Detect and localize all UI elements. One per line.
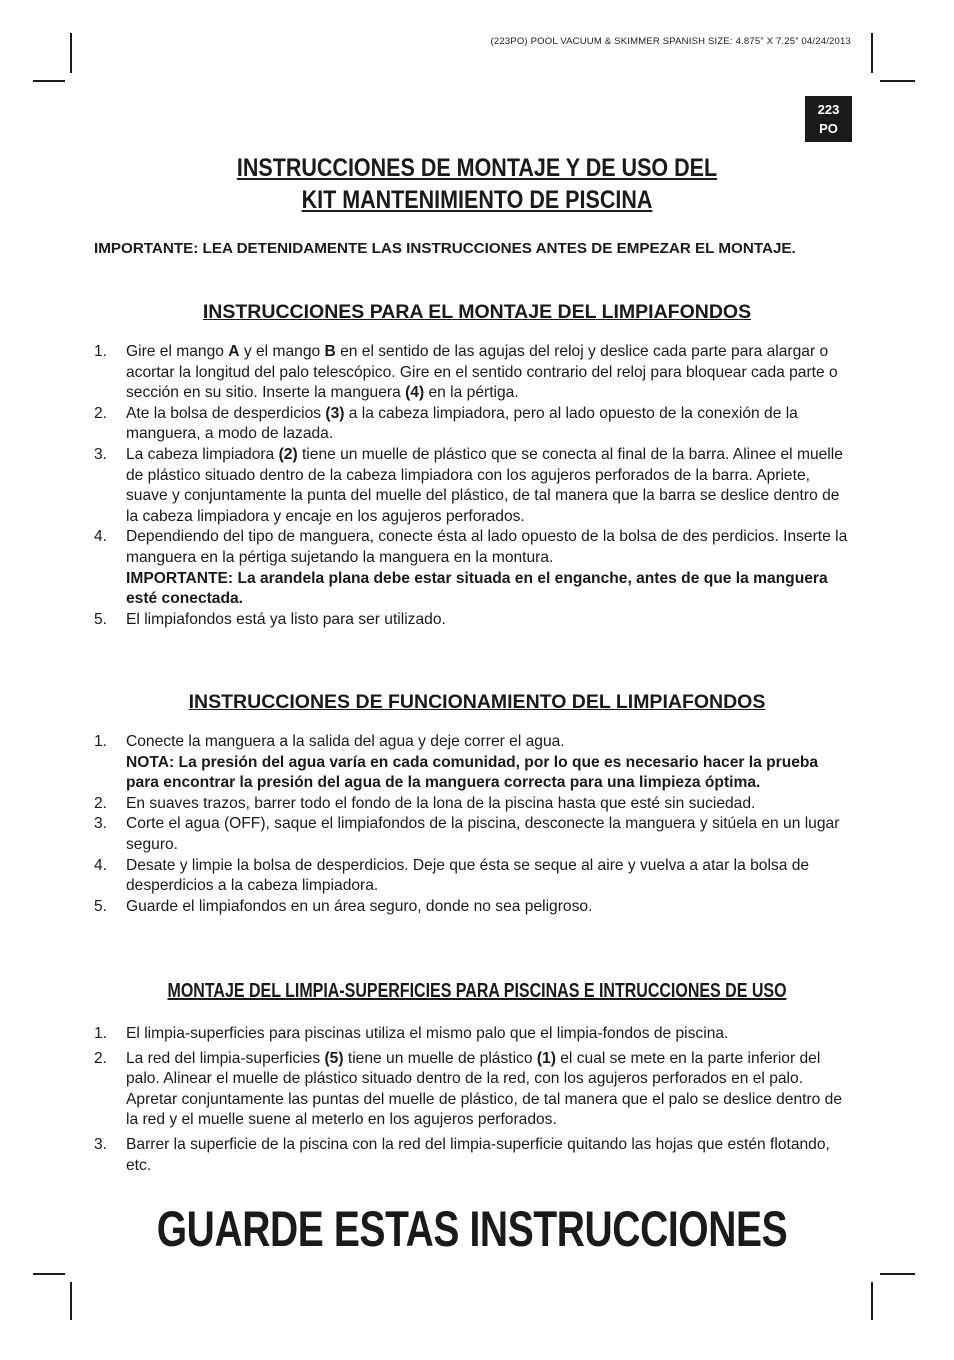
skimmer-heading: MONTAJE DEL LIMPIA-SUPERFICIES PARA PISCINAS E INTRUCCIONES DE USO (167, 980, 787, 1002)
crop-mark-top-right-vertical (871, 33, 873, 73)
step-text: y el mango (239, 343, 325, 360)
step-number: 2. (94, 1049, 108, 1067)
step-text: Guarde el limpiafondos en un área seguro, donde no sea peligroso. (126, 897, 593, 915)
list-item (94, 610, 854, 631)
important-notice: IMPORTANTE: LEA DETENIDAMENTE LAS INSTRUCCIONES ANTES DE EMPEZAR EL MONTAJE. (94, 240, 796, 257)
assembly-steps (94, 342, 854, 630)
step-text: Dependiendo del tipo de manguera, conecte ésta al lado opuesto de la bolsa de des perdicios. Inserte la manguera en la pértiga sujetando la manguera en la montura. (126, 528, 848, 566)
document-title-line-1: INSTRUCCIONES DE MONTAJE Y DE USO DEL (236, 154, 718, 182)
page-code-suffix: PO (819, 121, 838, 136)
operation-heading: INSTRUCCIONES DE FUNCIONAMIENTO DEL LIMPIAFONDOS (188, 691, 766, 713)
step-number: 3. (94, 1135, 108, 1153)
step-text: tiene un muelle de plástico (343, 1049, 537, 1067)
step-number: 4. (94, 528, 108, 546)
list-item (94, 732, 854, 794)
assembly-heading: INSTRUCCIONES PARA EL MONTAJE DEL LIMPIAFONDOS (202, 301, 752, 323)
step-text: La red del limpia-superficies (126, 1049, 325, 1067)
part-ref: (1) (536, 1049, 556, 1067)
list-item (94, 856, 854, 897)
step-text: Ate la bolsa de desperdicios (126, 404, 326, 422)
step-number: 3. (94, 445, 108, 463)
operation-steps (94, 732, 854, 917)
document-title (67, 152, 887, 216)
list-item (94, 445, 854, 527)
important-note: IMPORTANTE: La arandela plana debe estar situada en el enganche, antes de que la manguera esté conectada. (126, 569, 828, 608)
crop-mark-bottom-right-vertical (871, 1282, 873, 1320)
list-item (94, 814, 854, 855)
step-number: 3. (94, 815, 108, 833)
crop-mark-top-right-horizontal (880, 80, 915, 82)
part-ref: A (228, 343, 240, 360)
step-number: 5. (94, 897, 108, 915)
print-info-header: (223PO) POOL VACUUM & SKIMMER SPANISH SIZE: 4.875” X 7.25” 04/24/2013 (490, 36, 851, 47)
crop-mark-top-left-horizontal (33, 80, 65, 82)
part-ref: (2) (278, 445, 298, 463)
save-instructions-footer: GUARDE ESTAS INSTRUCCIONES (156, 1201, 788, 1257)
crop-mark-bottom-left-vertical (70, 1282, 72, 1320)
step-number: 2. (94, 404, 108, 422)
list-item (94, 1024, 854, 1045)
note-text: NOTA: La presión del agua varía en cada comunidad, por lo que es necesario hacer la prueba para encontrar la presión del agua de la manguera correcta para una limpieza óptima. (126, 753, 819, 792)
step-text: Gire el mango (126, 343, 229, 360)
list-item (94, 1135, 854, 1176)
step-number: 1. (94, 733, 108, 750)
step-text: Corte el agua (OFF), saque el limpiafondos de la piscina, desconecte la manguera y sitúela en un lugar seguro. (126, 815, 840, 853)
step-number: 1. (94, 343, 108, 360)
step-text: La cabeza limpiadora (126, 445, 279, 463)
step-number: 5. (94, 610, 108, 628)
step-text: tiene un muelle de plástico que se conecta al final de la barra. Alinee el muelle de plástico situado dentro de la cabeza limpiadora con los agujeros perforados de la barra. Apriete, suave y conjuntamente la punta del muelle del plástico, de tal manera que la barra se deslice dentro de la cabeza limpiadora y encaje en los agujeros perforados. (126, 445, 843, 525)
skimmer-steps (94, 1024, 854, 1180)
crop-mark-top-left-vertical (70, 33, 72, 73)
part-ref: (3) (325, 404, 345, 422)
step-text: Desate y limpie la bolsa de desperdicios. Deje que ésta se seque al aire y vuelva a atar la bolsa de desperdicios a la cabeza limpiadora. (126, 856, 810, 895)
step-text: Barrer la superficie de la piscina con la red del limpia-superficie quitando las hojas que estén flotando, etc. (126, 1135, 830, 1174)
step-text: El limpia-superficies para piscinas utiliza el mismo palo que el limpia-fondos de piscina. (126, 1025, 729, 1042)
list-item (94, 342, 854, 404)
page-code-badge (805, 96, 852, 142)
part-ref: B (324, 343, 336, 360)
step-number: 1. (94, 1025, 108, 1042)
step-text: a la cabeza limpiadora, pero al lado opuesto de la conexión de la manguera, a modo de lazada. (126, 404, 798, 443)
list-item (94, 527, 854, 609)
step-text: En suaves trazos, barrer todo el fondo de la lona de la piscina hasta que esté sin suciedad. (126, 794, 756, 812)
crop-mark-bottom-right-horizontal (880, 1273, 915, 1275)
part-ref: (4) (405, 384, 425, 402)
step-text: en la pértiga. (424, 384, 519, 402)
step-text: el cual se mete en la parte inferior del palo. Alinear el muelle de plástico situado dentro de la red, con los agujeros perforados en el palo. Apretar conjuntamente las puntas del muelle de plástico, de tal manera que el palo se deslice dentro de la red y el muelle suene al meterlo en los agujeros perforados. (126, 1049, 843, 1129)
document-title-line-2: KIT MANTENIMIENTO DE PISCINA (301, 186, 653, 214)
step-number: 2. (94, 794, 108, 812)
step-text: Conecte la manguera a la salida del agua y deje correr el agua. (126, 733, 565, 750)
list-item (94, 794, 854, 815)
list-item (94, 1049, 854, 1131)
step-text: en el sentido de las agujas del reloj y deslice cada parte para alargar o acortar la longitud del palo telescópico. Gire en el sentido contrario del reloj para bloquear cada parte o sección en su sitio. Inserte la manguera (126, 343, 838, 402)
list-item (94, 897, 854, 918)
part-ref: (5) (324, 1049, 344, 1067)
page-code-number: 223 (817, 102, 840, 117)
list-item (94, 404, 854, 445)
crop-mark-bottom-left-horizontal (33, 1273, 65, 1275)
step-number: 4. (94, 856, 108, 874)
step-text: El limpiafondos está ya listo para ser utilizado. (126, 610, 446, 628)
